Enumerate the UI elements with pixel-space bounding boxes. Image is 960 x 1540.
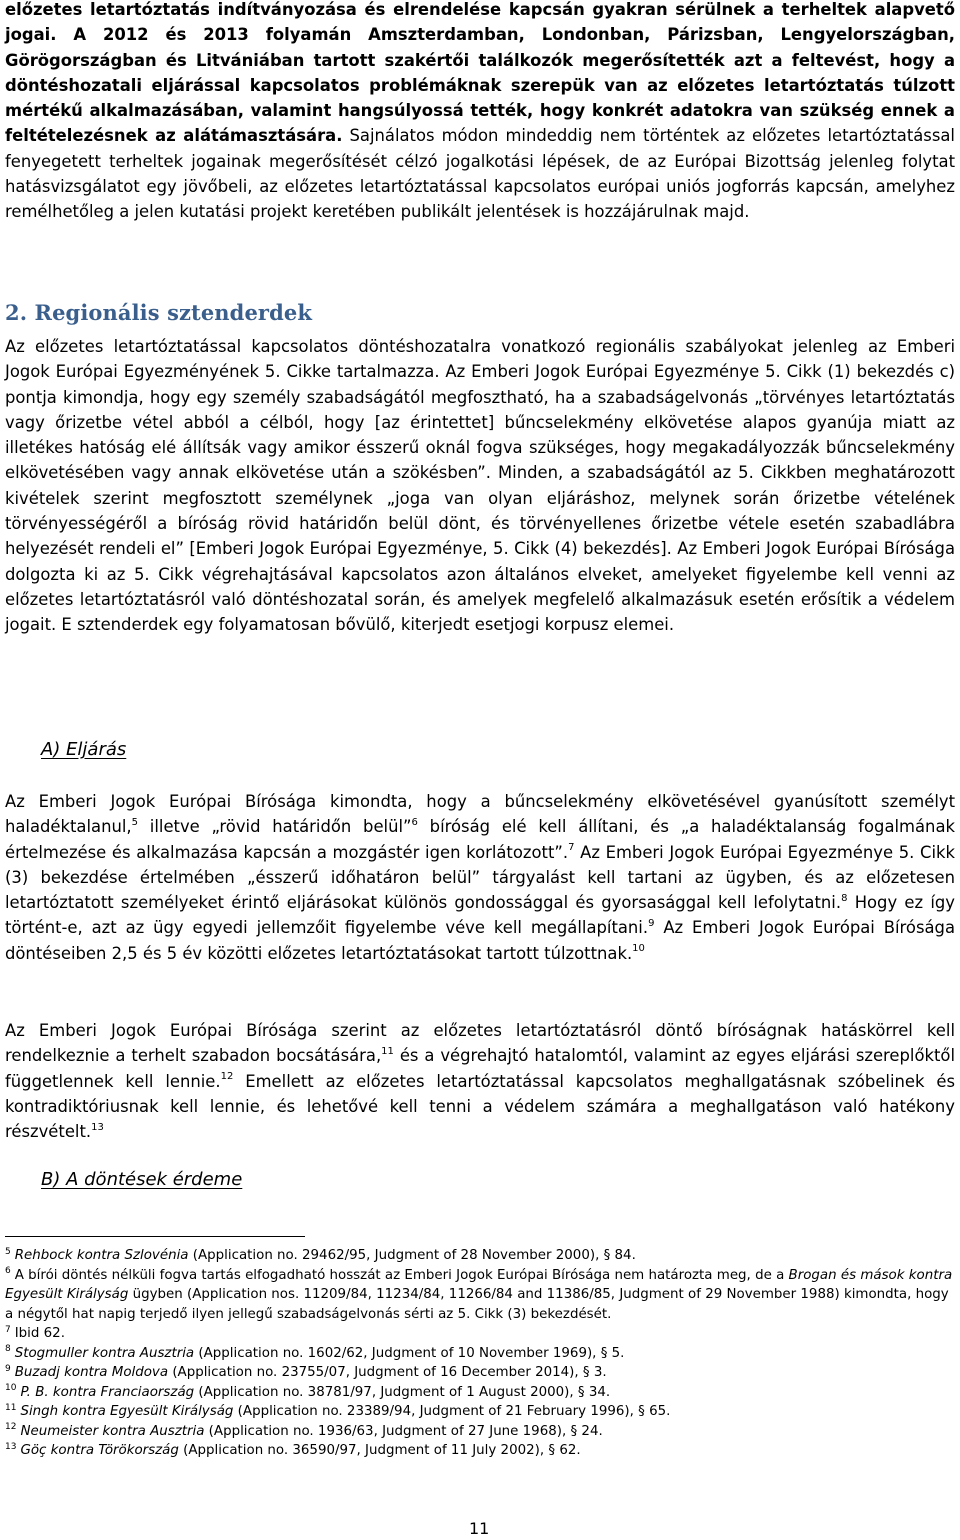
- footnote-separator: [5, 1236, 305, 1237]
- paragraph-regional-standards: Az előzetes letartóztatással kapcsolatos döntéshozatalra vonatkozó regionális szabályokat jelenleg az Emberi Jogok Európai Egyezményének 5. Cikke tartalmazza. Az Emberi Jogok Európai Egyezménye 5. Cikk (1) bekezdés c) pontja kimondja, hogy egy személy szabadságától megfosztható, ha a szabadságelvonás „törvényes letartóztatás vagy őrizetbe vétel abból a célból, hogy [az érintettet] bűncselekmény elkövetése alapos gyanúja miatt az illetékes hatóság elé állítsák vagy amikor ésszerű oknál fogva szükséges, hogy megakadályozzák bűncselekmény elkövetésében vagy annak elkövetése után a szökésben”. Minden, a szabadságától az 5. Cikkben meghatározott kivételek szerint megfosztott személynek „joga van olyan eljáráshoz, melynek során őrizetbe vételének törvényességéről a bíróság rövid határidőn belül dönt, és törvényellenes őrizetbe vétele esetén szabadlábra helyezését rendeli el” [Emberi Jogok Európai Egyezménye, 5. Cikk (4) bekezdés]. Az Emberi Jogok Európai Bírósága dolgozta ki az 5. Cikk végrehajtásával kapcsolatos azon általános elveket, amelyeket figyelembe kell venni az előzetes letartóztatásról való döntéshozatal során, és amelyek megfelelő alkalmazásuk esetén erősítik a védelem jogait. E sztenderdek egy folyamatosan bővülő, kiterjedt esetjogi korpusz elemei.: [5, 337, 955, 635]
- paragraph-procedure: Az Emberi Jogok Európai Bírósága kimondta, hogy a bűncselekmény elkövetésével gyanúsított személyt haladéktalanul,$^5$ illetve „rövid határidőn belül”$^6$ bíróság elé kell állítani, és „a haladéktalanság fogalmának értelmezése és alkalmazása kapcsán a mozgástér igen korlátozott”.$^7$ Az Emberi Jogok Európai Egyezménye 5. Cikk (3) bekezdése értelmében „ésszerű időhatáron belül” tárgyalást kell tartani az ügyben, és az előzetesen letartóztatott személyeket érintő eljárásokat különös gondossággal és gyorsasággal kell lefolytatni.$^8$ Hogy ez így történt-e, azt az ügy egyedi jellemzőit figyelembe véve kell megállapítani.$^9$ Az Emberi Jogok Európai Bírósága döntéseiben 2,5 és 5 év közötti előzetes letartóztatásokat tartott túlzottnak.$^{10}$: [5, 792, 956, 963]
- footnote-ref[interactable]: 6: [411, 816, 418, 828]
- footnote: $^{10}$ P. B. kontra Franciaország (Application no. 38781/97, Judgment of 1 August 2000), § 34.: [5, 1383, 611, 1400]
- section-title: Regionális sztenderdek: [34, 300, 312, 325]
- paragraph-intro-bold: előzetes letartóztatás indítványozása és elrendelése kapcsán gyakran sérülnek a terheltek alapvető jogai. A 2012 és 2013 folyamán Amszterdamban, Londonban, Párizsban, Lengyelországban, Görögországban és Litvániában tartott szakértői találkozók megerősítették azt a feltevést, hogy a döntéshozatali eljárással kapcsolatos problémáknak szerepük van az előzetes letartóztatás túlzott mértékű alkalmazásában, valamint hangsúlyossá tették, hogy konkrét adatokra van szükség ennek a feltételezésnek az alátámasztására.: [5, 0, 955, 146]
- footnote: $^6$ A bírói döntés nélküli fogva tartás elfogadható hosszát az Emberi Jogok Európai Bírósága nem határozta meg, de a Brogan és mások kontra Egyesült Királyság ügyben (Application nos. 11209/84, 11234/84, 11266/84 and 11386/85, Judgment of 29 November 1988) kimondta, hogy a négytől hat napig terjedő ilyen jellegű szabadságelvonás sérti az 5. Cikk (3) bekezdését.: [5, 1266, 953, 1322]
- page-number: 11: [469, 1519, 490, 1538]
- footnote-ref[interactable]: 11: [381, 1045, 394, 1057]
- footnote: $^9$ Buzadj kontra Moldova (Application no. 23755/07, Judgment of 16 December 2014), § 3.: [5, 1363, 607, 1380]
- footnote-ref[interactable]: 8: [841, 892, 848, 904]
- footnote-ref[interactable]: 12: [220, 1071, 234, 1083]
- footnote-ref[interactable]: 13: [91, 1121, 104, 1133]
- footnote: $^{11}$ Singh kontra Egyesült Királyság (Application no. 23389/94, Judgment of 21 February 1996), § 65.: [5, 1402, 671, 1419]
- section-number: 2.: [5, 300, 28, 325]
- subheading-procedure: A) Eljárás: [41, 739, 127, 760]
- footnote: $^8$ Stogmuller kontra Ausztria (Application no. 1602/62, Judgment of 10 November 1969), § 5.: [5, 1344, 625, 1361]
- footnote-list: [5, 1246, 955, 1461]
- paragraph-intro-regular: Sajnálatos módon mindeddig nem történtek az előzetes letartóztatással fenyegetett terheltek jogainak megerősítését célzó jogalkotási lépések, de az Európai Bizottság jelenleg folytat hatásvizsgálatot egy jövőbeli, az előzetes letartóztatással kapcsolatos európai uniós jogforrás kapcsán, amelyhez remélhetőleg a jelen kutatási projekt keretében publikált jelentések is hozzájárulnak majd.: [5, 126, 955, 222]
- footnote-ref[interactable]: 10: [632, 943, 645, 955]
- footnote-ref[interactable]: 9: [648, 918, 655, 930]
- paragraph-intro: [5, 0, 955, 225]
- footnote-ref[interactable]: 5: [131, 816, 138, 828]
- section-heading: [5, 300, 312, 325]
- paragraph-court-independence: Az Emberi Jogok Európai Bírósága szerint az előzetes letartóztatásról döntő bíróságnak hatáskörrel kell rendelkeznie a terhelt szabadon bocsátására,$^{11}$ és a végrehajtó hatalomtól, valamint az egyes eljárási szereplőktől függetlennek kell lennie.$^{12}$ Emellett az előzetes letartóztatással kapcsolatos meghallgatásnak szóbelinek és kontradiktóriusnak kell lennie, és lehetővé kell tenni a védelem számára a meghallgatáson való hatékony részvételt.$^{13}$: [5, 1021, 956, 1142]
- footnote: $^5$ Rehbock kontra Szlovénia (Application no. 29462/95, Judgment of 28 November 2000), § 84.: [5, 1246, 636, 1263]
- subheading-merits: B) A döntések érdeme: [41, 1169, 243, 1190]
- footnote-ref[interactable]: 7: [568, 842, 575, 854]
- footnote: $^{13}$ Göç kontra Törökország (Application no. 36590/97, Judgment of 11 July 2002), § 62.: [5, 1441, 581, 1458]
- footnote: $^{12}$ Neumeister kontra Ausztria (Application no. 1936/63, Judgment of 27 June 1968), § 24.: [5, 1422, 603, 1439]
- footnote: $^7$ Ibid 62.: [5, 1324, 65, 1341]
